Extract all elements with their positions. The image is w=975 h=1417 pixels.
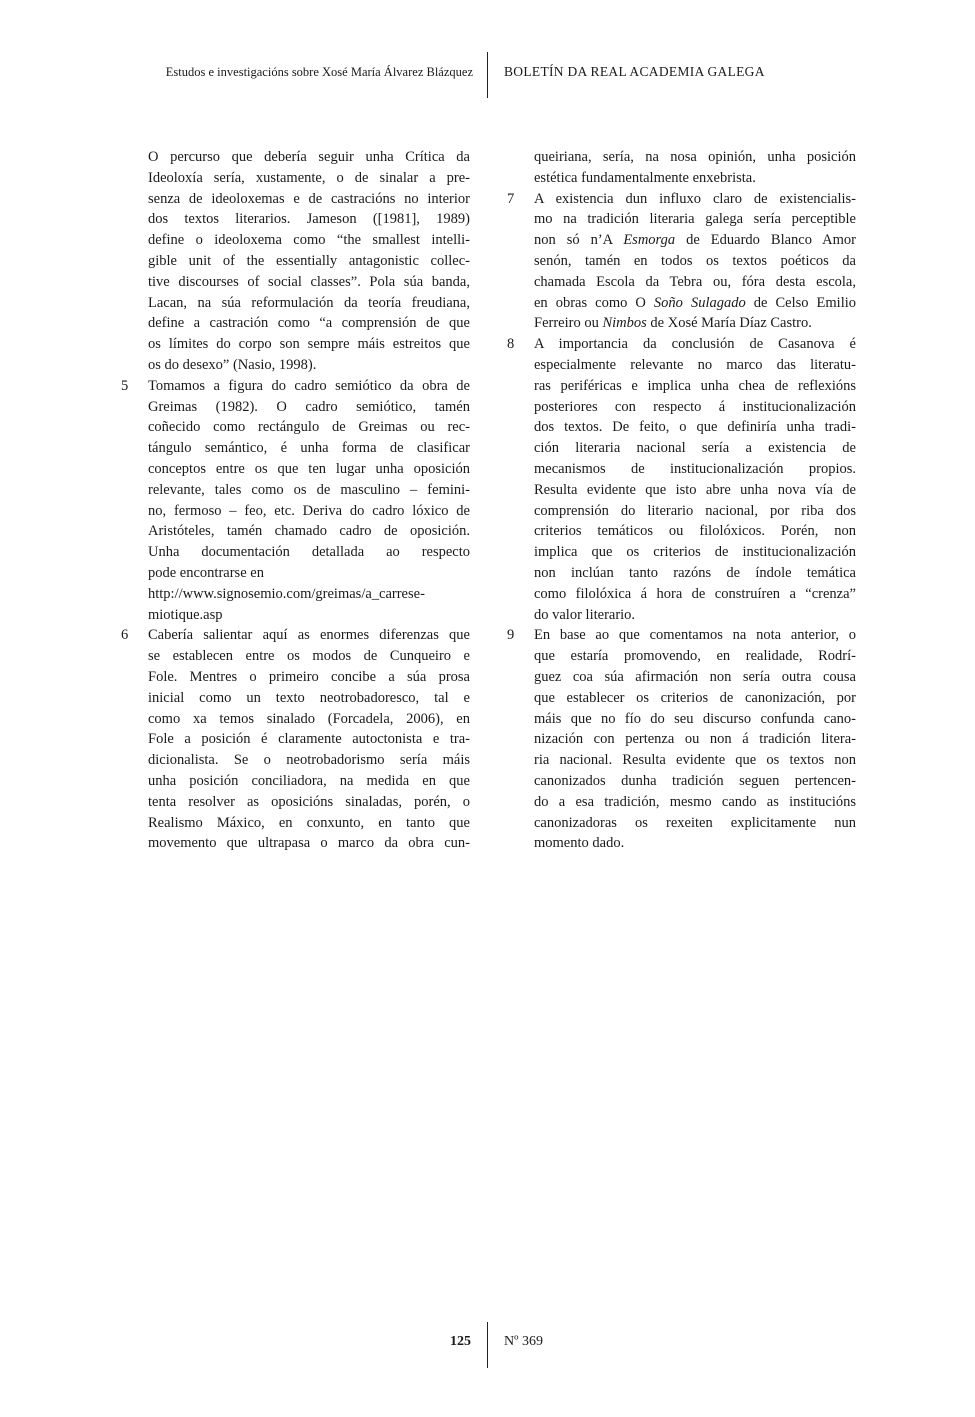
text-line: inicial como un texto neotrobadoresco, tal e — [148, 689, 470, 706]
text-line: define o ideoloxema como “the smallest intelli- — [148, 232, 470, 249]
text-line: non inclúan tanto razóns de índole temática — [534, 564, 856, 581]
text-line: Resulta evidente que isto abre unha nova vía de — [534, 481, 856, 498]
page-footer — [0, 1322, 975, 1370]
text-line: coñecido como rectángulo de Greimas ou rec- — [148, 419, 470, 436]
text-line: como filolóxica á hora de construíren a “crenza” — [534, 585, 856, 602]
text-line: gible unit of the essentially antagonistic collec- — [148, 252, 470, 269]
footnote-6 — [121, 625, 470, 854]
text-line: Lacan, na súa reformulación da teoría freudiana, — [148, 294, 470, 311]
right-column — [507, 147, 856, 854]
url-link[interactable]: http://www.signosemio.com/greimas/a_carrese- — [148, 585, 425, 602]
text-line: guez coa súa afirmación non sería outra cousa — [534, 668, 856, 685]
text-line: ria nacional. Resulta evidente que os textos non — [534, 752, 856, 769]
text-line: define a castración como “a comprensión de que — [148, 315, 470, 332]
work-title: Nimbos — [602, 315, 647, 332]
footnote-9 — [507, 625, 856, 854]
text-line: canonizadoras os rexeiten explicitamente nun — [534, 814, 856, 831]
running-header — [0, 52, 975, 100]
text-line: chamada Escola da Tebra ou, fóra desta escola, — [534, 273, 856, 290]
note-continuation — [534, 147, 856, 189]
text-fragment: de Eduardo Blanco Amor — [675, 232, 856, 249]
footnote-number: 9 — [507, 627, 515, 644]
text-line: os do desexo” (Nasio, 1998). — [148, 356, 317, 373]
text-line: ras periféricas e implica unha chea de reflexións — [534, 377, 856, 394]
text-line: relevante, tales como os de masculino – femini- — [148, 481, 470, 498]
left-column — [121, 147, 470, 854]
text-line-with-title — [534, 293, 856, 314]
header-journal-title: BOLETÍN DA REAL ACADEMIA GALEGA — [504, 64, 765, 79]
text-line: dos textos literarios. Jameson ([1981], 1989) — [148, 211, 470, 228]
text-fragment: non só n’A — [534, 232, 624, 249]
note-continuation — [148, 147, 470, 376]
text-line: Fole. Mentres o primeiro concibe a súa prosa — [148, 668, 470, 685]
issue-number: Nº 369 — [504, 1334, 543, 1349]
text-line: implica que os criterios de institucionalización — [534, 544, 856, 561]
text-line: do a esa tradición, mesmo cando as institucións — [534, 793, 856, 810]
text-line: criterios temáticos ou filolóxicos. Porén, non — [534, 523, 856, 540]
text-line: canonizados dunha tradición seguen pertencen- — [534, 772, 856, 789]
text-line: O percurso que debería seguir unha Crítica da — [148, 149, 470, 165]
text-line: como xa temos sinalado (Forcadela, 2006), en — [148, 710, 470, 727]
text-line: comprensión do literario nacional, por riba dos — [534, 502, 856, 519]
text-line: dos textos. De feito, o que definiría unha tradi- — [534, 419, 856, 436]
text-line: ción literaria nacional sería a existencia de — [534, 440, 856, 457]
text-line: senón, tamén en todos os textos poéticos da — [534, 252, 856, 269]
text-line: os límites do corpo son sempre máis estreitos que — [148, 336, 470, 353]
page-number: 125 — [450, 1334, 471, 1349]
text-line-with-title — [534, 313, 856, 334]
text-line: Cabería salientar aquí as enormes diferenzas que — [148, 627, 470, 644]
text-line: que establecer os criterios de canonización, por — [534, 689, 856, 706]
text-line: Greimas (1982). O cadro semiótico, tamén — [148, 398, 470, 415]
text-line: senza de ideoloxemas e de castracións no interior — [148, 190, 470, 207]
footer-divider — [487, 1322, 488, 1368]
text-line: Fole a posición é claramente autoctonista e tra- — [148, 731, 470, 748]
text-line: Ideoloxía sería, xustamente, o de sinalar a pre- — [148, 169, 470, 186]
footnote-8 — [507, 334, 856, 625]
text-fragment: Ferreiro ou — [534, 315, 603, 332]
text-line: dicionalista. Se o neotrobadorismo sería máis — [148, 752, 470, 769]
text-line: tive discourses of social classes”. Pola súa banda, — [148, 273, 470, 290]
text-line: Tomamos a figura do cadro semiótico da obra de — [148, 377, 470, 394]
footnote-number: 8 — [507, 336, 515, 353]
text-line: no, fermoso – feo, etc. Deriva do cadro lóxico de — [148, 502, 470, 519]
text-line: pode encontrarse en — [148, 564, 264, 581]
footnote-number: 6 — [121, 627, 129, 644]
text-line: que estaría promovendo, en realidade, Rodrí- — [534, 648, 856, 665]
footnote-number: 5 — [121, 377, 129, 394]
text-line: tenta resolver as oposicións sinaladas, porén, o — [148, 793, 470, 810]
text-line: momento dado. — [534, 835, 625, 852]
text-line: do valor literario. — [534, 606, 636, 623]
text-line: Aristóteles, tamén chamado cadro de oposición. — [148, 523, 470, 540]
text-line: posteriores con respecto á institucionalización — [534, 398, 856, 415]
text-line: conceptos entre os que ten lugar unha oposición — [148, 460, 470, 477]
text-line: Realismo Máxico, en conxunto, en tanto que — [148, 814, 470, 831]
text-line: queiriana, sería, na nosa opinión, unha posición — [534, 149, 856, 165]
text-line: tángulo semántico, é unha forma de clasificar — [148, 440, 470, 457]
text-line: nización con pertenza ou non á tradición litera- — [534, 731, 856, 748]
footnote-7 — [507, 189, 856, 335]
text-line: movemento que ultrapasa o marco da obra cun- — [148, 835, 470, 852]
text-line: estética fundamentalmente enxebrista. — [534, 169, 756, 186]
work-title: Esmorga — [623, 232, 676, 249]
text-line: A existencia dun influxo claro de existencialis- — [534, 190, 856, 207]
header-section-title: Estudos e investigacións sobre Xosé María Álvarez Blázquez — [165, 65, 473, 79]
text-line: A importancia da conclusión de Casanova é — [534, 336, 856, 353]
text-fragment: en obras como O — [534, 294, 654, 311]
text-fragment: de Xosé María Díaz Castro. — [646, 315, 812, 332]
text-line-with-title — [534, 230, 856, 251]
text-line: Unha documentación detallada ao respecto — [148, 544, 470, 561]
text-line: En base ao que comentamos na nota anterior, o — [534, 627, 856, 644]
url-link[interactable]: miotique.asp — [148, 606, 223, 623]
text-line: máis que no fío do seu discurso confunda cano- — [534, 710, 856, 727]
work-title: Soño Sulagado — [653, 294, 746, 311]
header-divider — [487, 52, 488, 98]
text-line: mo na tradición literaria galega sería perceptible — [534, 211, 856, 228]
footnote-number: 7 — [507, 190, 515, 207]
text-fragment: de Celso Emilio — [745, 294, 856, 311]
text-line: mecanismos de institucionalización propios. — [534, 460, 856, 477]
text-line: especialmente relevante no marco das literatu- — [534, 356, 856, 373]
text-line: se establecen entre os modos de Cunqueiro e — [148, 648, 470, 665]
text-line: unha posición conciliadora, na medida en que — [148, 772, 470, 789]
footnote-5 — [121, 376, 470, 626]
